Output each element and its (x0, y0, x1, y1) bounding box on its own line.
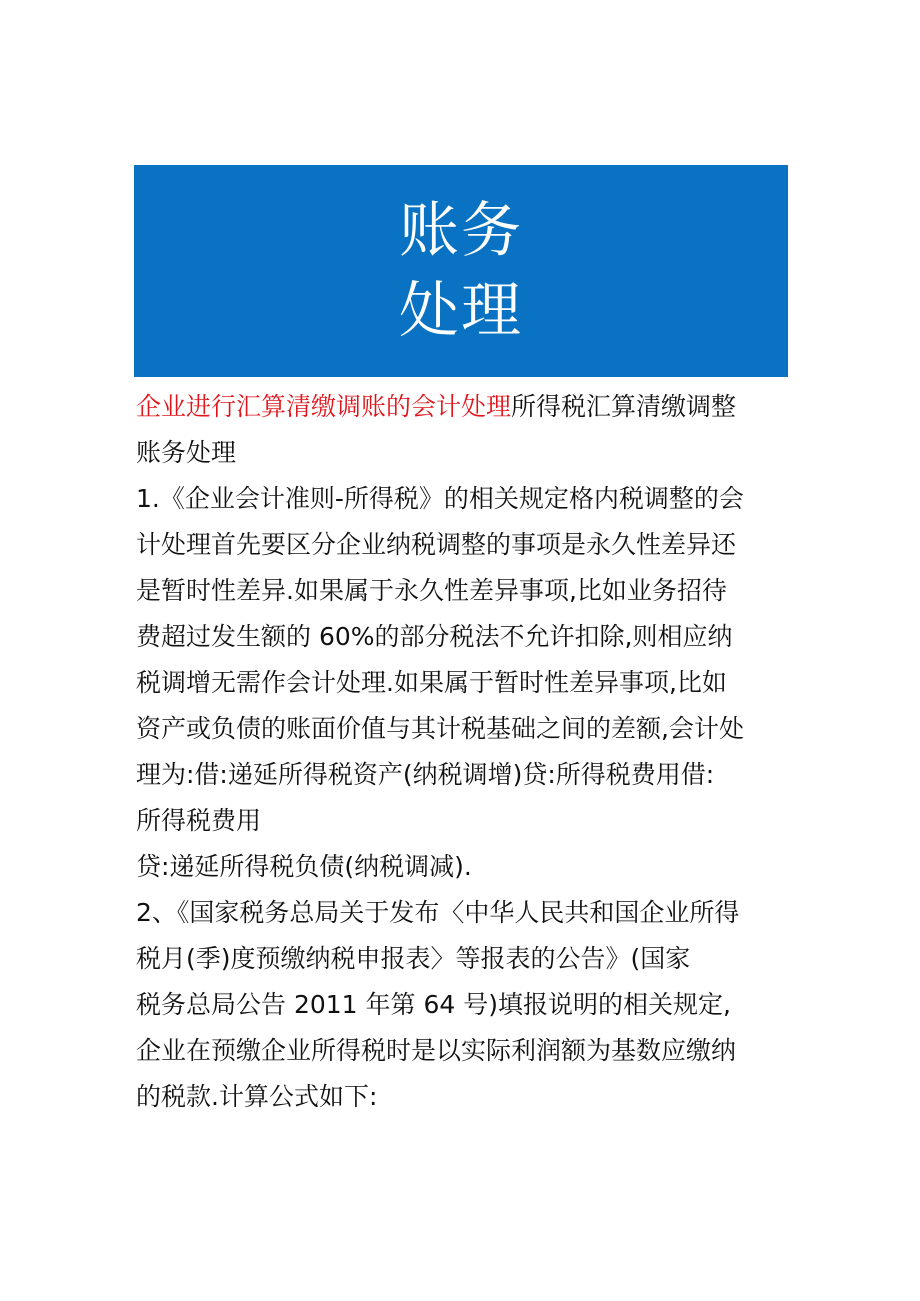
heading-line-1 (136, 384, 788, 430)
body-line: 税务总局公告 2011 年第 64 号)填报说明的相关规定, (136, 990, 731, 1019)
banner-title-line-1: 账务 (399, 196, 523, 266)
body-line: 2、《国家税务总局关于发布〈中华人民共和国企业所得 (136, 898, 740, 927)
section-heading (136, 384, 788, 476)
heading-red-text: 企业进行汇算清缴调账的会计处理 (136, 392, 512, 421)
heading-line-2: 账务处理 (136, 438, 237, 467)
document-body (136, 384, 788, 1120)
body-line: 企业在预缴企业所得税时是以实际利润额为基数应缴纳 (136, 1036, 737, 1065)
body-line: 的税款.计算公式如下: (136, 1082, 378, 1111)
body-line: 费超过发生额的 60%的部分税法不允许扣除,则相应纳 (136, 622, 733, 651)
body-line: 资产或负债的账面价值与其计税基础之间的差额,会计处 (136, 714, 744, 743)
body-line: 税调增无需作会计处理.如果属于暂时性差异事项,比如 (136, 668, 727, 697)
heading-black-text: 所得税汇算清缴调整 (511, 392, 737, 421)
title-banner (134, 165, 788, 377)
body-line: 贷:递延所得税负债(纳税调减). (136, 852, 472, 881)
body-line: 计处理首先要区分企业纳税调整的事项是永久性差异还 (136, 530, 737, 559)
body-line: 理为:借:递延所得税资产(纳税调增)贷:所得税费用借: (136, 760, 715, 789)
body-line: 是暂时性差异.如果属于永久性差异事项,比如业务招待 (136, 576, 727, 605)
body-line: 税月(季)度预缴纳税申报表〉等报表的公告》(国家 (136, 944, 691, 973)
body-line: 所得税费用 (136, 806, 262, 835)
banner-title-line-2: 处理 (399, 276, 523, 346)
body-line: 1.《企业会计准则-所得税》的相关规定格内税调整的会 (136, 484, 744, 513)
